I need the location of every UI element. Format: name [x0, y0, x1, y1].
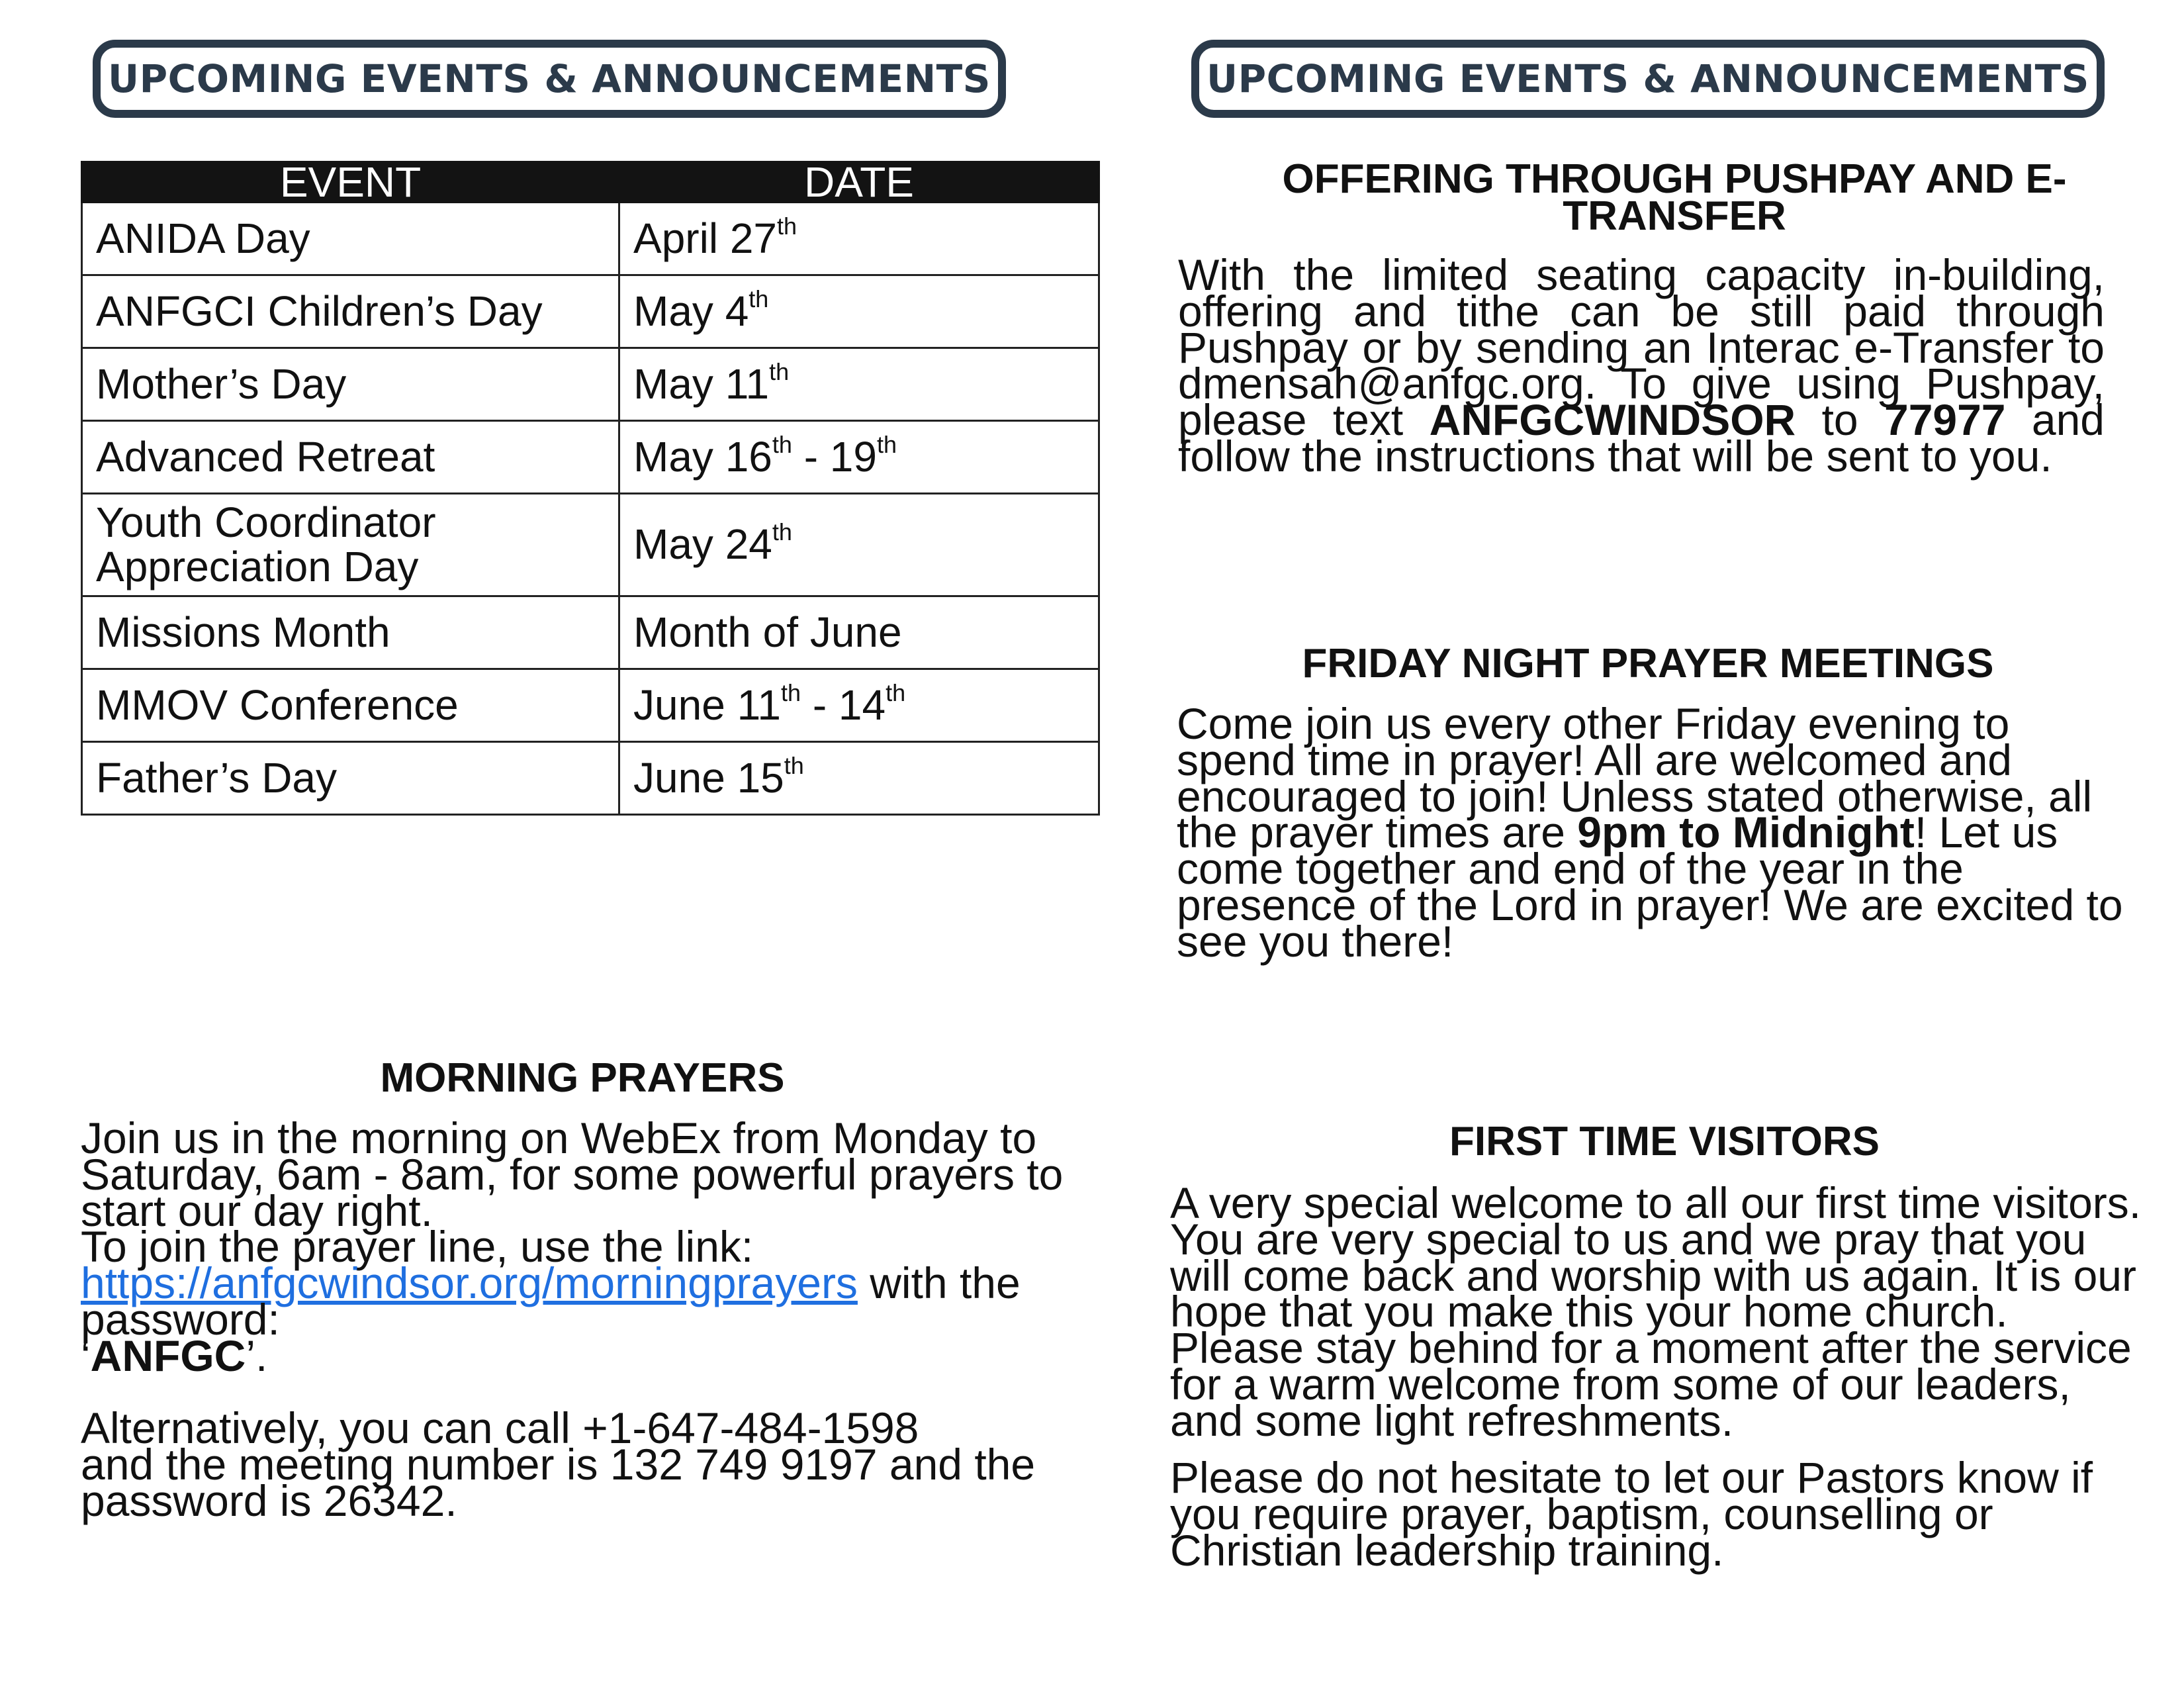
morning-prayers-link[interactable]: https://anfgcwindsor.org/morningprayers [81, 1258, 858, 1308]
morning-prayers-text: Join us in the morning on WebEx from Monday to Saturday, 6am - 8am, for some powerful prayers to start our day right. To join the prayer line, use the link: https://anfgcwindsor.org/morningprayers with the password: ‘ANFGC’. Alternatively, you can call +1-647-484-1598 and the meeting number is 132 749 9197 and the password is 26342. [81, 1113, 1064, 1525]
event-name: Youth Coordinator Appreciation Day [82, 494, 619, 596]
visitors-paragraph-2: Please do not hesitate to let our Pastors know if you require prayer, baptism, counselling or Christian leadership training. [1170, 1453, 2093, 1575]
event-date: May 11th [619, 348, 1099, 421]
morning-password: ANFGC [90, 1331, 246, 1380]
table-row [82, 596, 1099, 669]
event-name: ANIDA Day [82, 203, 619, 275]
event-column-header: EVENT [82, 162, 619, 203]
event-date: May 24th [619, 494, 1099, 596]
event-date: April 27th [619, 203, 1099, 275]
first-time-visitors-heading: FIRST TIME VISITORS [1449, 1119, 1880, 1164]
event-date: Month of June [619, 596, 1099, 669]
table-row [82, 275, 1099, 348]
section-banner-right: UPCOMING EVENTS & ANNOUNCEMENTS [1191, 40, 2105, 118]
morning-prayers-heading: MORNING PRAYERS [380, 1055, 785, 1101]
table-row [82, 494, 1099, 596]
events-table [81, 158, 1100, 816]
date-column-header: DATE [619, 162, 1099, 203]
friday-prayer-text: Come join us every other Friday evening to spend time in prayer! All are welcomed and encouraged to join! Unless stated otherwise, all the prayer times are 9pm to Midnight! Let us come together and end of the year in the presence of the Lord in prayer! We are excited to see you there! [1177, 699, 2123, 966]
event-name: ANFGCI Children’s Day [82, 275, 619, 348]
table-row [82, 203, 1099, 275]
offering-text: With the limited seating capacity in-building, offering and tithe can be still paid through Pushpay or by sending an Interac e-Transfer to dmensah@anfgc.org. To give using Pushpay, please text ANFGCWINDSOR to 77977 and follow the instructions that will be sent to you. [1178, 250, 2105, 481]
event-name: MMOV Conference [82, 669, 619, 742]
offering-heading: OFFERING THROUGH PUSHPAY AND E- TRANSFER [1282, 156, 2067, 239]
event-name: Father’s Day [82, 742, 619, 815]
visitors-paragraph-1: A very special welcome to all our first time visitors. You are very special to us and we pray that you will come back and worship with us again. It is our hope that you make this your home church. Please stay behind for a moment after the service for a warm welcome from some of our leaders, and some light refreshments. [1170, 1178, 2142, 1445]
table-row [82, 421, 1099, 494]
friday-prayer-heading: FRIDAY NIGHT PRAYER MEETINGS [1302, 641, 1994, 686]
event-date: May 16th - 19th [619, 421, 1099, 494]
table-row [82, 669, 1099, 742]
event-name: Missions Month [82, 596, 619, 669]
table-row [82, 742, 1099, 815]
table-header-row [82, 162, 1099, 203]
event-name: Mother’s Day [82, 348, 619, 421]
event-date: June 11th - 14th [619, 669, 1099, 742]
event-date: June 15th [619, 742, 1099, 815]
section-banner-left: UPCOMING EVENTS & ANNOUNCEMENTS [93, 40, 1006, 118]
table-row [82, 348, 1099, 421]
event-name: Advanced Retreat [82, 421, 619, 494]
event-date: May 4th [619, 275, 1099, 348]
